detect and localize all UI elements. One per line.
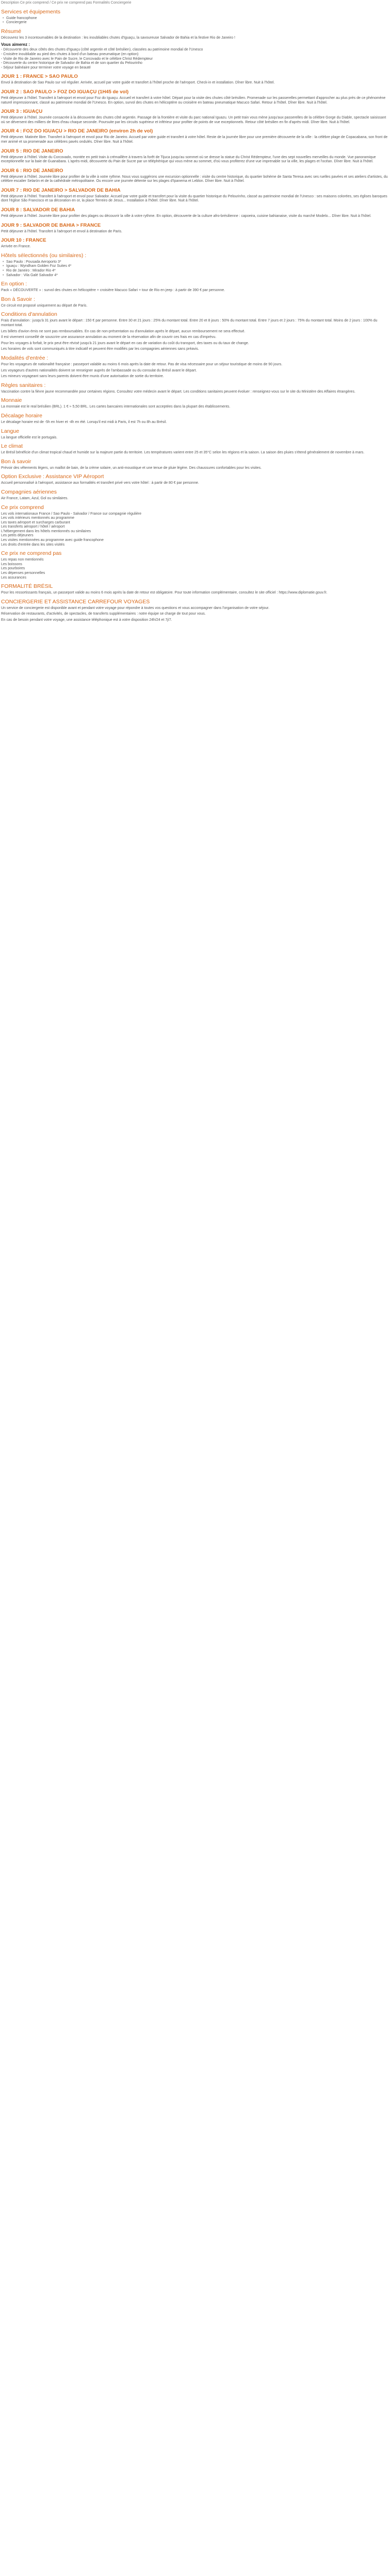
exclusive-option-title: Option Exclusive : Assistance VIP Aéroport: [1, 473, 104, 480]
day-title: JOUR 1 : FRANCE > SAO PAULO: [1, 74, 78, 80]
list-item: Les vols internationaux France / Sao Paulo - Salvador / France sur compagnie régulière: [1, 512, 141, 516]
list-item: - Séjour balnéaire pour terminer votre voyage en beauté: [1, 65, 91, 70]
packing-title: Bon à savoir: [1, 458, 31, 465]
concierge-paragraph: En cas de besoin pendant votre voyage, une assistance téléphonique est à votre disposition 24h/24 et 7j/7.: [1, 618, 172, 622]
option-title: En option :: [1, 281, 27, 287]
good-to-know-text: Ce circuit est proposé uniquement au départ de Paris.: [1, 303, 88, 308]
price-excludes-title: Ce prix ne comprend pas: [1, 550, 62, 557]
list-item: • Guide francophone: [6, 16, 390, 21]
list-item: Les visites mentionnées au programme avec guide francophone: [1, 538, 104, 543]
entry-paragraph: Les voyageurs d'autres nationalités doivent se renseigner auprès de l'ambassade ou du consulat du Brésil avant le départ.: [1, 368, 197, 372]
concierge-paragraph: Un service de conciergerie est disponible avant et pendant votre voyage pour répondre à toutes vos questions et vous accompagner dans l'organisation de votre séjour.: [1, 606, 270, 610]
list-item: Les dépenses personnelles: [1, 571, 45, 575]
list-item: - Croisière inoubliable au pied des chutes à bord d'un bateau pneumatique (en option): [1, 52, 139, 56]
day-title: JOUR 3 : IGUAÇU: [1, 109, 43, 115]
breadcrumb-tabs: Description Ce prix comprend / Ce prix ne comprend pas Formalités Conciergerie: [1, 1, 132, 5]
list-item: • Rio de Janeiro : Mirador Rio 4*: [6, 269, 390, 274]
cancellation-title: Conditions d'annulation: [1, 311, 57, 318]
list-item: Les pourboires: [1, 567, 25, 571]
list-item: Les transferts aéroport / hôtel / aéroport: [1, 525, 65, 529]
itinerary: [1, 74, 390, 249]
list-item: - Découverte du centre historique de Salvador de Bahia et de son quartier du Pelourinho: [1, 61, 142, 65]
highlights-list: [1, 48, 390, 70]
exclusive-option-text: Accueil personnalisé à l'aéroport, assistance aux formalités et transfert privé vers votre hôtel : à partir de 80 € par personne.: [1, 481, 199, 485]
hotels-list: [1, 260, 390, 278]
day-title: JOUR 2 : SAO PAULO > FOZ DO IGUAÇU (1H45 de vol): [1, 89, 129, 95]
day-text: Petit déjeuner à l'hôtel. Journée consacrée à la découverte des chutes côté argentin. Passage de la frontière et visite du parc national Iguazu. Un petit train vous mène jusqu'aux passerelles de la célèbre Gorge du Diable, spectacle saisissant où se déversent des milliers de litres d'eau chaque seconde. Poursuite par les circuits supérieur et inférieur pour profiter de points de vue exceptionnels. Retour côté brésilien en fin d'après-midi. Dîner libre. Nuit à l'hôtel.: [1, 116, 386, 124]
formalities-text: Pour les ressortissants français, un passeport valide au moins 6 mois après la date de retour est obligatoire. Pour toute information complémentaire, consultez le site officiel : https://www.diplomatie.gouv.fr.: [1, 591, 328, 595]
highlights-title: Vous aimerez :: [1, 42, 30, 47]
entry-paragraph: Pour les voyageurs de nationalité française : passeport valable au moins 6 mois après la date de retour. Pas de visa nécessaire pour un séjour touristique de moins de 90 jours.: [1, 362, 283, 366]
formalities-title: FORMALITÉ BRÉSIL: [1, 583, 53, 590]
day-title: JOUR 7 : RIO DE JANEIRO > SALVADOR DE BAHIA: [1, 187, 121, 193]
cancellation-paragraph: Pour les voyages à forfait, le prix peut être révisé jusqu'à 21 jours avant le départ en cas de variation du coût du transport, des taxes ou du taux de change.: [1, 341, 249, 345]
list-item: • Salvador : Vila Galé Salvador 4*: [6, 274, 390, 278]
airlines-title: Compagnies aériennes: [1, 488, 57, 495]
cancellation-paragraph: Il est vivement conseillé de souscrire une assurance annulation au moment de la réservation afin de couvrir ces frais en cas d'imprévu.: [1, 335, 217, 340]
cancellation-paragraph: Les horaires de vols sont communiqués à titre indicatif et peuvent être modifiés par les compagnies aériennes sans préavis.: [1, 347, 199, 351]
price-includes-title: Ce prix comprend: [1, 504, 44, 511]
good-to-know-title: Bon à Savoir :: [1, 296, 35, 302]
day-text: Petit déjeuner à l'hôtel. Transfert à l'aéroport et envol pour Salvador. Accueil par votre guide et transfert pour la visite du quartier historique du Pelourinho, classé au patrimoine mondial de l'Unesco : ses maisons colorées, ses églises baroques dont l'église São Francisco et sa décoration en or, la place Terreiro de Jesus... Installation à l'hôtel. Dîner libre. Nuit à l'hôtel.: [1, 194, 387, 203]
cancellation-paragraph: Frais d'annulation : jusqu'à 31 jours avant le départ : 150 € par personne. Entre 30 et 21 jours : 25% du montant total. Entre 20 et 8 jours : 50% du montant total. Entre 7 jours et 2 jours : 75% du montant total. Moins de 2 jours : 100% du montant total.: [1, 319, 378, 327]
day-text: Petit déjeuner à l'hôtel. Transfert à l'aéroport et envol à destination de Paris.: [1, 229, 122, 233]
day-title: JOUR 8 : SALVADOR DE BAHIA: [1, 207, 75, 213]
list-item: • Conciergerie: [6, 21, 390, 25]
day-text: Petit déjeuner à l'hôtel. Journée libre pour profiter de la ville à votre rythme. Nous vous suggérons une excursion optionnelle : visite du centre historique, du quartier bohème de Santa Teresa avec ses ruelles pavées et ses ateliers d'artistes, du célèbre escalier Selarón et de la cathédrale métropolitaine. Ou encore une journée détente sur les plages d'Ipanema et Leblon. Dîner libre. Nuit à l'hôtel.: [1, 175, 388, 183]
summary-text: Découvrez les 3 incontournables de la destination : les inoubliables chutes d'Iguaçu, la savoureuse Salvador de Bahia et la festive Rio de Janeiro !: [1, 36, 235, 40]
list-item: Les droits d'entrée dans les sites visités: [1, 543, 65, 547]
timezone-title: Décalage horaire: [1, 412, 42, 419]
option-text: Pack « DÉCOUVERTE » : survol des chutes en hélicoptère + croisière Macuco Safari + tour de Rio en jeep : à partir de 390 € par personne.: [1, 289, 225, 293]
list-item: Les taxes aéroport et surcharges carburant: [1, 520, 70, 524]
health-title: Règles sanitaires :: [1, 382, 46, 388]
health-text: Vaccination contre la fièvre jaune recommandée pour certaines régions. Consultez votre médecin avant le départ. Les conditions sanitaires peuvent évoluer : renseignez-vous sur le site du Ministère des Affaires étrangères.: [1, 389, 355, 394]
list-item: Les vols intérieurs mentionnés au programme: [1, 516, 75, 520]
airlines-text: Air France, Latam, Azul, Gol ou similaires.: [1, 496, 69, 500]
day-title: JOUR 9 : SALVADOR DE BAHIA > FRANCE: [1, 222, 101, 228]
day-title: JOUR 4 : FOZ DO IGUAÇU > RIO DE JANEIRO (environ 2h de vol): [1, 128, 153, 134]
list-item: - Visite de Rio de Janeiro avec le Pain de Sucre, le Corcovado et le célèbre Christ Rédempteur: [1, 57, 153, 61]
list-item: Les repas non mentionnés: [1, 558, 44, 562]
list-item: • Sao Paulo : Pousada Aeroporto 3*: [6, 260, 390, 265]
day-text: Envol à destination de Sao Paulo sur vol régulier. Arrivée, accueil par votre guide et transfert à l'hôtel proche de l'aéroport. Check-in et installation. Dîner libre. Nuit à l'hôtel.: [1, 81, 275, 85]
entry-paragraph: Les mineurs voyageant sans leurs parents doivent être munis d'une autorisation de sortie du territoire.: [1, 375, 164, 379]
language-title: Langue: [1, 428, 20, 434]
services-title: Services et équipements: [1, 8, 60, 15]
list-item: Les petits déjeuners: [1, 534, 34, 538]
list-item: Les boissons: [1, 562, 22, 566]
price-includes-list: [1, 512, 390, 548]
day-title: JOUR 5 : RIO DE JANEIRO: [1, 148, 63, 154]
day-text: Petit déjeuner à l'hôtel. Visite du Corcovado, montée en petit train à crémaillère à travers la forêt de Tijuca jusqu'au sommet où se dresse la statue du Christ Rédempteur, l'une des sept nouvelles merveilles du monde. Vue panoramique exceptionnelle sur la baie de Guanabara. L'après-midi, découverte du Pain de Sucre par un téléphérique qui vous mène au sommet, d'où vous profiterez d'une vue imprenable sur la ville, les plages et l'océan. Dîner libre. Nuit à l'hôtel.: [1, 155, 376, 164]
list-item: • Iguaçu : Wyndham Golden Foz Suites 4*: [6, 264, 390, 269]
day-text: Petit déjeuner. Matinée libre. Transfert à l'aéroport et envol pour Rio de Janeiro. Accueil par votre guide et transfert à votre hôtel. Reste de la journée libre pour une première découverte de la ville : la célèbre plage de Copacabana, son front de mer animé et sa promenade aux célèbres pavés ondulés. Dîner libre. Nuit à l'hôtel.: [1, 135, 388, 144]
price-excludes-list: [1, 558, 390, 580]
timezone-text: Le décalage horaire est de -5h en hiver et -4h en été. Lorsqu'il est midi à Paris, il est 7h ou 8h au Brésil.: [1, 420, 167, 424]
list-item: Les assurances: [1, 575, 27, 580]
climate-title: Le climat: [1, 443, 23, 450]
entry-title: Modalités d'entrée :: [1, 354, 48, 361]
summary-title: Résumé: [1, 28, 22, 35]
day-title: JOUR 10 : FRANCE: [1, 238, 46, 244]
list-item: L'hébergement dans les hôtels mentionnés ou similaires: [1, 529, 91, 533]
day-title: JOUR 6 : RIO DE JANEIRO: [1, 167, 63, 174]
concierge-title: CONCIERGERIE ET ASSISTANCE CARREFOUR VOYAGES: [1, 598, 150, 605]
language-text: La langue officielle est le portugais.: [1, 435, 58, 439]
services-list: [1, 16, 390, 25]
packing-text: Prévoir des vêtements légers, un maillot de bain, de la crème solaire, un anti-moustique et une tenue de pluie légère. Des chaussures confortables pour les visites.: [1, 466, 262, 470]
currency-text: La monnaie est le real brésilien (BRL). 1 € ≈ 5,50 BRL. Les cartes bancaires internationales sont acceptées dans la plupart des établissements.: [1, 405, 231, 409]
page: [0, 0, 391, 623]
day-text: Petit déjeuner à l'hôtel. Transfert à l'aéroport et envol pour Foz do Iguaçu. Accueil et transfert à votre hôtel. Départ pour la visite des chutes côté brésilien. Promenade sur les passerelles permettant d'approcher au plus près de ce phénomène naturel impressionnant, classé au patrimoine mondial de l'Unesco. En option, survol des chutes en hélicoptère ou croisière en bateau pneumatique Macuco Safari. Retour à l'hôtel. Dîner libre. Nuit à l'hôtel.: [1, 96, 386, 105]
cancellation-paragraph: Les billets d'avion émis ne sont pas remboursables. En cas de non-présentation ou d'annulation après le départ, aucun remboursement ne sera effectué.: [1, 329, 246, 333]
concierge-paragraph: Réservation de restaurants, d'activités, de spectacles, de transferts supplémentaires : notre équipe se charge de tout pour vous.: [1, 612, 206, 616]
currency-title: Monnaie: [1, 397, 22, 404]
day-text: Petit déjeuner à l'hôtel. Journée libre pour profiter des plages ou découvrir la ville à votre rythme. En option, découverte de la culture afro-brésilienne : capoeira, cuisine bahianaise, visite du marché Modelo... Dîner libre. Nuit à l'hôtel.: [1, 214, 371, 218]
climate-text: Le Brésil bénéficie d'un climat tropical chaud et humide sur la majeure partie du territoire. Les températures varient entre 25 et 35°C selon les régions et la saison. La saison des pluies s'étend généralement de novembre à mars.: [1, 451, 365, 455]
hotels-title: Hôtels sélectionnés (ou similaires) :: [1, 252, 87, 259]
day-text: Arrivée en France.: [1, 245, 31, 249]
list-item: - Découverte des deux côtés des chutes d'Iguaçu (côté argentin et côté brésilien), classées au patrimoine mondial de l'Unesco: [1, 48, 203, 52]
